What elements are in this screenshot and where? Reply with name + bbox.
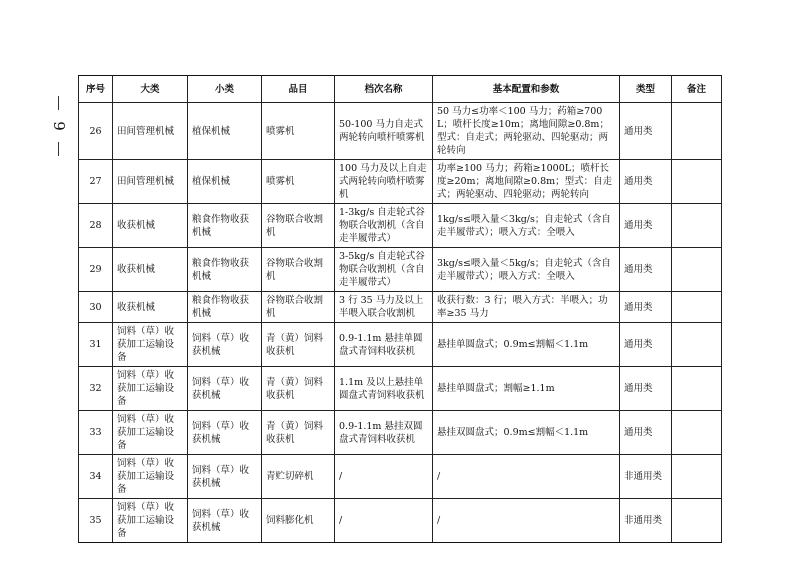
- row-item: 谷物联合收割机: [262, 292, 335, 323]
- row-minor-category: 饲料（草）收获机械: [188, 411, 262, 455]
- table-row: [79, 103, 722, 160]
- row-config: 功率≥100 马力；药箱≥1000L；喷杆长度≥20m；离地间隙≥0.8m；型式：自走式；两轮驱动、四轮驱动；两轮转向: [433, 160, 620, 204]
- row-note: [672, 411, 722, 455]
- row-grade-name: 0.9-1.1m 悬挂双圆盘式青饲料收获机: [335, 411, 433, 455]
- row-config: 1kg/s≤喂入量＜3kg/s；自走轮式（含自走半履带式）；喂入方式：全喂入: [433, 204, 620, 248]
- row-grade-name: 100 马力及以上自走式两轮转向喷杆喷雾机: [335, 160, 433, 204]
- row-item: 喷雾机: [262, 160, 335, 204]
- row-type: 通用类: [620, 248, 672, 292]
- row-note: [672, 499, 722, 543]
- row-grade-name: 50-100 马力自走式两轮转向喷杆喷雾机: [335, 103, 433, 160]
- row-type: 通用类: [620, 204, 672, 248]
- table-header-row: [79, 76, 722, 103]
- table-row: [79, 499, 722, 543]
- row-no: 29: [79, 248, 113, 292]
- row-major-category: 饲料（草）收获加工运输设备: [113, 455, 188, 499]
- row-major-category: 田间管理机械: [113, 103, 188, 160]
- header-type: 类型: [620, 76, 672, 103]
- row-no: 31: [79, 323, 113, 367]
- row-item: 喷雾机: [262, 103, 335, 160]
- page-number-text: 9: [50, 121, 68, 131]
- row-item: 饲料膨化机: [262, 499, 335, 543]
- row-note: [672, 367, 722, 411]
- row-no: 32: [79, 367, 113, 411]
- row-grade-name: 1-3kg/s 自走轮式谷物联合收割机（含自走半履带式）: [335, 204, 433, 248]
- row-type: 通用类: [620, 411, 672, 455]
- header-minor-category: 小类: [188, 76, 262, 103]
- row-config: /: [433, 499, 620, 543]
- row-note: [672, 103, 722, 160]
- row-major-category: 收获机械: [113, 248, 188, 292]
- table-row: [79, 323, 722, 367]
- row-major-category: 饲料（草）收获加工运输设备: [113, 499, 188, 543]
- row-minor-category: 粮食作物收获机械: [188, 292, 262, 323]
- row-grade-name: 1.1m 及以上悬挂单圆盘式青饲料收获机: [335, 367, 433, 411]
- page-number-dash-bottom: [58, 142, 59, 156]
- row-note: [672, 160, 722, 204]
- row-major-category: 收获机械: [113, 292, 188, 323]
- row-grade-name: 0.9-1.1m 悬挂单圆盘式青饲料收获机: [335, 323, 433, 367]
- row-item: 谷物联合收割机: [262, 204, 335, 248]
- row-no: 30: [79, 292, 113, 323]
- page-number: [48, 96, 70, 156]
- row-config: 悬挂单圆盘式；割幅≥1.1m: [433, 367, 620, 411]
- row-note: [672, 204, 722, 248]
- table-row: [79, 204, 722, 248]
- row-type: 通用类: [620, 103, 672, 160]
- header-note: 备注: [672, 76, 722, 103]
- row-major-category: 田间管理机械: [113, 160, 188, 204]
- row-note: [672, 248, 722, 292]
- row-major-category: 饲料（草）收获加工运输设备: [113, 411, 188, 455]
- row-no: 28: [79, 204, 113, 248]
- table-row: [79, 160, 722, 204]
- row-grade-name: 3 行 35 马力及以上半喂入联合收割机: [335, 292, 433, 323]
- row-item: 青（黄）饲料收获机: [262, 367, 335, 411]
- header-grade-name: 档次名称: [335, 76, 433, 103]
- row-config: 3kg/s≤喂入量＜5kg/s；自走轮式（含自走半履带式）；喂入方式：全喂入: [433, 248, 620, 292]
- row-type: 通用类: [620, 367, 672, 411]
- row-minor-category: 饲料（草）收获机械: [188, 367, 262, 411]
- row-note: [672, 323, 722, 367]
- row-type: 非通用类: [620, 455, 672, 499]
- row-no: 27: [79, 160, 113, 204]
- row-note: [672, 455, 722, 499]
- row-type: 非通用类: [620, 499, 672, 543]
- table-row: [79, 367, 722, 411]
- row-grade-name: 3-5kg/s 自走轮式谷物联合收割机（含自走半履带式）: [335, 248, 433, 292]
- equipment-spec-table: [78, 75, 722, 543]
- row-config: 悬挂单圆盘式；0.9m≤割幅＜1.1m: [433, 323, 620, 367]
- row-no: 35: [79, 499, 113, 543]
- row-item: 青（黄）饲料收获机: [262, 323, 335, 367]
- row-minor-category: 粮食作物收获机械: [188, 204, 262, 248]
- row-type: 通用类: [620, 160, 672, 204]
- header-no: 序号: [79, 76, 113, 103]
- row-minor-category: 植保机械: [188, 160, 262, 204]
- row-no: 33: [79, 411, 113, 455]
- header-item: 品目: [262, 76, 335, 103]
- table-row: [79, 292, 722, 323]
- row-minor-category: 饲料（草）收获机械: [188, 455, 262, 499]
- row-note: [672, 292, 722, 323]
- row-item: 谷物联合收割机: [262, 248, 335, 292]
- row-minor-category: 饲料（草）收获机械: [188, 323, 262, 367]
- row-minor-category: 饲料（草）收获机械: [188, 499, 262, 543]
- row-minor-category: 粮食作物收获机械: [188, 248, 262, 292]
- row-no: 34: [79, 455, 113, 499]
- row-major-category: 饲料（草）收获加工运输设备: [113, 367, 188, 411]
- row-grade-name: /: [335, 455, 433, 499]
- row-item: 青贮切碎机: [262, 455, 335, 499]
- row-type: 通用类: [620, 323, 672, 367]
- row-grade-name: /: [335, 499, 433, 543]
- row-item: 青（黄）饲料收获机: [262, 411, 335, 455]
- row-no: 26: [79, 103, 113, 160]
- header-major-category: 大类: [113, 76, 188, 103]
- table-row: [79, 248, 722, 292]
- header-config: 基本配置和参数: [433, 76, 620, 103]
- row-config: /: [433, 455, 620, 499]
- row-minor-category: 植保机械: [188, 103, 262, 160]
- table-row: [79, 455, 722, 499]
- row-major-category: 饲料（草）收获加工运输设备: [113, 323, 188, 367]
- row-config: 收获行数：3 行；喂入方式：半喂入；功率≥35 马力: [433, 292, 620, 323]
- row-major-category: 收获机械: [113, 204, 188, 248]
- row-type: 通用类: [620, 292, 672, 323]
- row-config: 悬挂双圆盘式；0.9m≤割幅＜1.1m: [433, 411, 620, 455]
- table-row: [79, 411, 722, 455]
- row-config: 50 马力≤功率＜100 马力；药箱≥700L；喷杆长度≥10m；离地间隙≥0.8m；型式：自走式；两轮驱动、四轮驱动；两轮转向: [433, 103, 620, 160]
- page-number-dash-top: [58, 96, 59, 110]
